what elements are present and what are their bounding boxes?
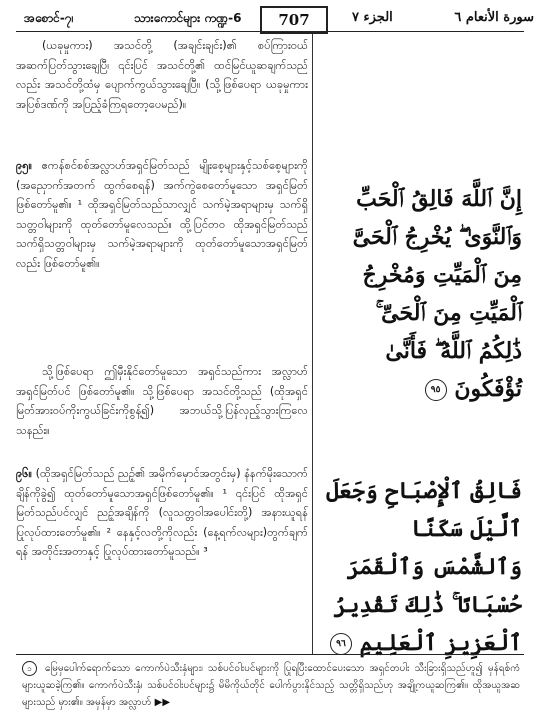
ayah-number-96: ٩٦ — [330, 633, 352, 655]
arabic-text-96: فَالِقُ ٱلْإِصْبَاحِ وَجَعَلَ ٱلَّيْلَ سَكَنًا وَٱلشَّمْسَ وَٱلْقَمَرَ حُسْبَانًا ۚ ذَٰلِكَ تَقْدِيرُ ٱلْعَزِيزِ ٱلْعَلِيمِ — [326, 478, 522, 656]
translation-verse-96: (ထိုအရှင်မြတ်သည် ညဥ့်၏ အမိုက်မှောင်အတွင်းမှ) နံနက်မိုးသောက်ချိန်ကိုခွဲ၍ ထုတ်တော်မူသောအရှင်ဖြစ်တော်မူ၏။ ¹ ၎င်းပြင် ထိုအရှင်မြတ်သည်ပင်လျှင် ညဥ့်အချိန်ကို (လူသတ္တဝါအပေါင်းတို့) အနားယူရန် ပြုလုပ်ထားတော်မူ၏။ ² နေနှင့်လတို့ကိုလည်း (နေ့ရက်လများ)တွက်ချက်ရန် အတိုင်းအတာနှင့် ပြုလုပ်ထားတော်မူသည်။ ³ — [16, 467, 308, 559]
verse-number-95: ၉၅။ — [16, 159, 32, 172]
juz-label: الجزء ٧ — [352, 10, 393, 25]
page-header — [16, 6, 534, 32]
translation-paragraph-3: သို့ဖြစ်ပေရာ ဤမှီးနိုင်တော်မူသော အရှင်သည်ကား အလ္လာဟ်အရှင်မြတ်ပင် ဖြစ်တော်မူ၏။ သို့ဖြစ်ပေရာ အသင်တို့သည် (ထိုအရှင်မြတ်အားဝပ်ကိုးကွယ်ခြင်းကိုစွန့်၍) အဘယ်သို့ပြန်လှည့်သွားကြလေသနည်း။ — [16, 365, 308, 437]
volume-label: အစောင်-၇၊ — [24, 11, 74, 25]
ayah-number-95: ٩٥ — [425, 379, 447, 401]
footnote-marker: ၁ — [22, 661, 37, 676]
surah-label: سورة الأنعام ٦ — [454, 10, 534, 25]
chapter-label: သားကောင်များ ကဏ္ဍ-6 — [134, 11, 242, 25]
translation-verse-95: ဧကန်စင်စစ်အလ္လာဟ်အရှင်မြတ်သည် မျိုးစေ့များနှင့်သစ်စေ့များကို (အညှောက်အတက် ထွက်စေရန်) အက်ကွဲစေတော်မူသော အရှင်မြတ် ဖြစ်တော်မူ၏။ ¹ ထိုအရှင်မြတ်သည်သာလျှင် သက်မဲ့အရာများမှ သက်ရှိသတ္တဝါများကို ထုတ်တော်မူလေသည်။ ထို့ပြင်တဝ ထိုအရှင်မြတ်သည် သက်ရှိသတ္တဝါများမှ သက်မဲ့အရာများကို ထုတ်တော်မူသောအရှင်မြတ်လည်း ဖြစ်တော်မူ၏။ — [16, 159, 308, 270]
arabic-text-95: إِنَّ ٱللَّهَ فَالِقُ ٱلْحَبِّ وَٱلنَّوَىٰ ۖ يُخْرِجُ ٱلْحَىَّ مِنَ ٱلْمَيِّتِ وَمُخْرِجُ ٱلْمَيِّتِ مِنَ ٱلْحَىِّ ۚ ذَٰلِكُمُ ٱللَّهُ ۖ فَأَنَّىٰ تُؤْفَكُونَ — [352, 186, 522, 402]
footnote — [22, 660, 520, 711]
header-rule — [16, 31, 524, 32]
page-number: 707 — [260, 6, 328, 34]
verse-number-96: ၉၆။ — [16, 467, 32, 480]
arabic-verse-96 — [326, 472, 522, 662]
translation-paragraph-2 — [16, 156, 308, 274]
arabic-verse-95 — [326, 180, 522, 408]
column-divider — [312, 34, 313, 654]
translation-paragraph-4 — [16, 464, 308, 562]
translation-paragraph-1: (ယခုမှုကား) အသင်တို့ (အချင်းချင်း)၏ စပ်ကြားဝယ် အဆက်ပြတ်သွားချေပြီ၊ ၎င်းပြင် အသင်တို့၏ ထင်မြင်ယူဆချက်သည်လည်း အသင်တို့ထံမှ ပျောက်ကွယ်သွားချေပြီ။ (သို့ဖြစ်ပေရာ ယခုမှုကား အပြစ်ဒဏ်ကို အပြည့်ခံကြရတော့ပေမည်)။ — [16, 39, 308, 111]
footnote-text: မြေမှပေါက်ရောက်သော ကောက်ပဲသီးနှံများ၊ သစ်ပင်ဝါးပင်များကို ပြုရပြီးထောင်ပေးသော အရှင်တပါး သီးခြားရှိသည်ဟူ၍ မှန်ရစ်ကံများယူဆခဲ့ကြ၏။ ကောက်ပဲသီးနှံ၊ သစ်ပင်ဝါးပင်များ၌ မိမိကိုယ်တိုင် ပေါက်ပွားနိုင်သည့် သတ္တိရှိသည်ဟု အချို့ကယူဆကြ၏။ ထိုအယူအဆများသည် မှား၏။ အမှန်မှာ အလ္လာဟ် ▶▶ — [22, 663, 520, 708]
footnote-rule — [16, 654, 524, 655]
